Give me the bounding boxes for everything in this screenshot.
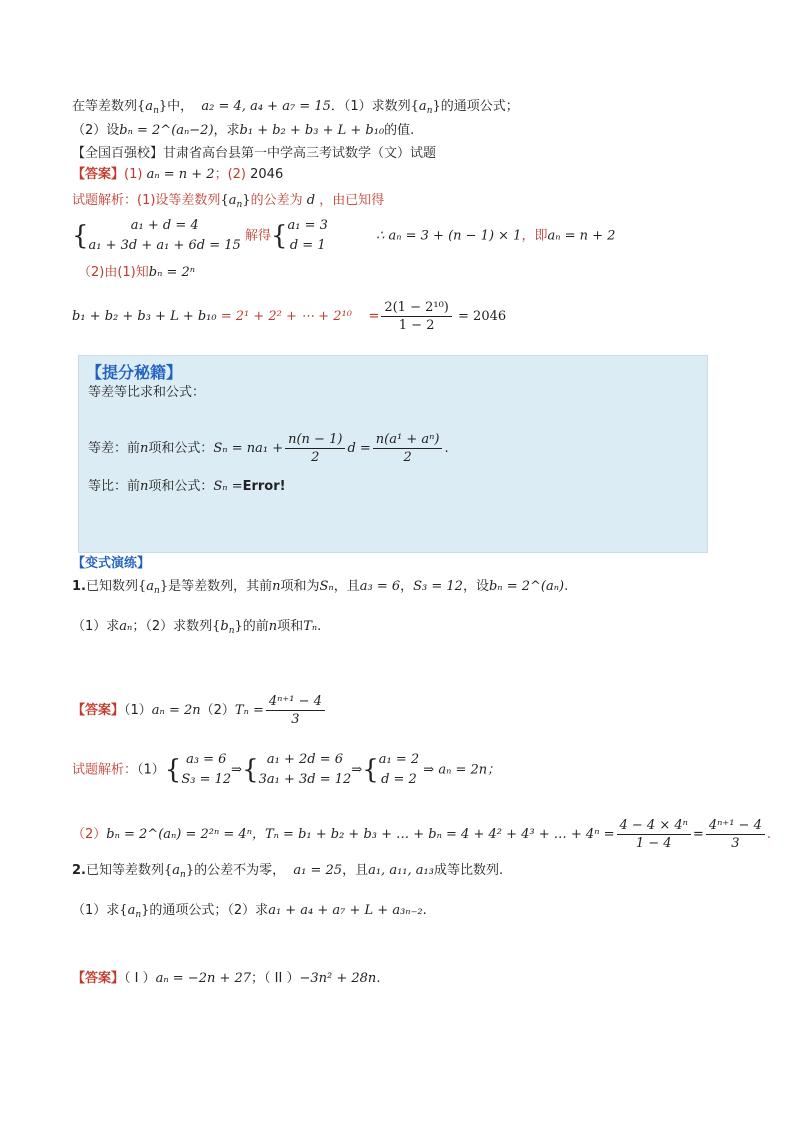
- geo-formula: Sₙ =: [213, 479, 243, 494]
- q2-text: 已知等差数列: [85, 863, 164, 878]
- problem-text: 在等差数列: [72, 99, 138, 114]
- tips-geometric-line: [88, 478, 286, 496]
- practice-title-text: 【变式演练】: [72, 556, 151, 571]
- q1-parts: （1）求: [72, 619, 120, 634]
- q1-analysis-label: 试题解析：: [72, 762, 138, 778]
- arith-formula-b: d =: [347, 441, 371, 456]
- part1-tail: 的通项公式；: [440, 99, 519, 114]
- bn-definition: bₙ = 2^(aₙ−2): [119, 123, 214, 138]
- q2-answer-1-val: aₙ = −2n + 27: [155, 971, 252, 986]
- q1-text5: ，设: [462, 579, 489, 594]
- part2-solution-line: [78, 264, 195, 282]
- analysis-text-1c: ，由已知得: [319, 193, 385, 208]
- q1-Sn: Sₙ: [319, 579, 334, 594]
- q1-part2-bn: bₙ = 2^(aₙ) = 2²ⁿ = 4ⁿ: [106, 827, 252, 842]
- tips-intro-text: 等差等比求和公式：: [88, 385, 206, 400]
- geo-error: Error!: [242, 479, 286, 494]
- q2-number: 2.: [72, 863, 86, 878]
- q2-answer-1: （ I ）: [124, 971, 156, 986]
- answer-part1-label: (1): [124, 167, 143, 182]
- tips-arithmetic-line: 等差：前n项和公式：Sₙ = na₁ + $\frac{n(n - 1)}{2}$ d = $\frac{\text{n(a¹ + aⁿ)}}{2}$ .: [88, 432, 449, 465]
- q2-text2: 的公差不为零，: [194, 863, 286, 878]
- q1-text3: 项和为: [280, 579, 320, 594]
- sum-left: b₁ + b₂ + b₃ + L + b₁₀: [72, 309, 217, 324]
- geo-label: 等比：前: [88, 479, 141, 494]
- q2-answer-2: ；（ II ）: [251, 971, 300, 986]
- part2-text: （2）设: [72, 123, 120, 138]
- q1-answer-1-val: aₙ = 2n: [151, 703, 201, 718]
- q1-parts4: 项和: [277, 619, 304, 634]
- arith-label2: 项和公式：: [148, 441, 214, 456]
- analysis-line: 试题解析：(1)设等差数列$\{a_n\}$的公差为 d ，由已知得: [72, 193, 385, 210]
- geo-label2: 项和公式：: [148, 479, 214, 494]
- sum-fraction: $\frac{\text{2(1 − 2¹⁰)}}{1 - 2}$: [381, 300, 452, 333]
- part2-end: 的值.: [384, 123, 415, 138]
- problem-line-1: 在等差数列$\{a_n\}$中， a₂ = 4, a₄ + a₇ = 15．（1）求数列$\{a_n\}$的通项公式；: [72, 99, 519, 116]
- analysis-label: 试题解析：: [72, 193, 138, 208]
- q1-answer-line: [72, 694, 327, 727]
- arith-label: 等差：前: [88, 441, 141, 456]
- problem-text-b: 中，: [167, 99, 194, 114]
- sum-expansion: = 2¹ + 2² + ⋯ + 2¹⁰: [220, 309, 352, 324]
- q1-parts-an: aₙ: [119, 619, 133, 634]
- answer-line: [72, 166, 283, 184]
- answer-value-2: 2046: [250, 167, 284, 182]
- q1-number: 1.: [72, 579, 86, 594]
- source-text: 【全国百强校】甘肃省高台县第一中学高三考试数学（文）试题: [72, 146, 437, 161]
- q1-part2-sum: = 4 + 4² + 4³ + … + 4ⁿ =: [446, 827, 615, 842]
- arith-fraction-1: $\frac{n(n - 1)}{2}$: [285, 432, 345, 465]
- q2-answer-label: 【答案】: [72, 971, 125, 986]
- source-line: [72, 145, 436, 163]
- q1-given-S3: S₃ = 12: [413, 579, 463, 594]
- q1-answer-2: （2）: [200, 703, 235, 718]
- equation-system-line: { a₁ + d = 4 a₁ + 3d + a₁ + 6d = 15 解得{ a₁ = 3 d = 1 ∴ aₙ = 3 + (n − 1) × 1，即aₙ = n + 2: [72, 216, 615, 256]
- q2-sum: a₁ + a₄ + a₇ + L + a₃ₙ₋₂: [268, 903, 423, 918]
- q1-analysis-1: （1）: [137, 762, 165, 778]
- answer-part2-label: ；(2): [214, 167, 246, 182]
- answer-value-1: aₙ = n + 2: [146, 167, 215, 182]
- arith-n: n: [140, 441, 149, 456]
- part2-tail: ，求: [213, 123, 240, 138]
- equation-system: a₁ + d = 4 a₁ + 3d + a₁ + 6d = 15: [88, 218, 241, 253]
- q2-line: 2.已知等差数列$\{a_n\}$的公差不为零， a₁ = 25，且a₁, a₁₁, a₁₃成等比数列.: [72, 863, 504, 880]
- q2-answer-2-val: −3n² + 28n: [299, 971, 377, 986]
- q1-part2-fraction-2: $\frac{\text{4ⁿ⁺¹ − 4}}{3}$: [706, 818, 765, 851]
- q2-parts2: 的通项公式；（2）求: [149, 903, 269, 918]
- general-result: aₙ = n + 2: [547, 228, 616, 244]
- tips-title: 【提分秘籍】: [86, 363, 183, 382]
- q1-analysis-line: 试题解析：（1）{ a₃ = 6 S₃ = 12 ⇒{ a₁ + 2d = 6 3a₁ + 3d = 12 ⇒{ a₁ = 2 d = 2 ⇒ aₙ = 2n；: [72, 750, 500, 790]
- q1-text: 已知数列: [85, 579, 138, 594]
- tips-intro: [88, 384, 205, 402]
- part2-solution-label: （2)由(1)知: [78, 265, 149, 280]
- q1-part2-line: （2）bₙ = 2^(aₙ) = 2²ⁿ = 4ⁿ，Tₙ = b₁ + b₂ + b₃ + … + bₙ = 4 + 4² + 4³ + … + 4ⁿ = $\frac{\text{4 − 4 × 4ⁿ}}{1 - 4}$ = $\frac{\text{4ⁿ⁺¹ − 4}}{3}$ .: [72, 818, 771, 851]
- q1-part2-label: （2）: [72, 827, 107, 842]
- answer-label: 【答案】: [72, 167, 125, 182]
- q1-system-result: ⇒ aₙ = 2n；: [423, 762, 501, 778]
- q1-bn: bₙ = 2^(aₙ): [488, 579, 565, 594]
- part1-text: ．（1）求数列: [330, 99, 411, 114]
- q2-parts-line: （1）求$\{a_n\}$的通项公式；（2）求a₁ + a₄ + a₇ + L + a₃ₙ₋₂.: [72, 903, 427, 920]
- q1-system-b: a₁ + 2d = 6 3a₁ + 3d = 12: [258, 752, 352, 787]
- q1-parts3: 的前: [242, 619, 269, 634]
- q1-answer-label: 【答案】: [72, 703, 125, 718]
- sum-line: b₁ + b₂ + b₃ + L + b₁₀ = 2¹ + 2² + ⋯ + 2¹⁰ = $\frac{\text{2(1 − 2¹⁰)}}{1 - 2}$ = 2046: [72, 300, 507, 333]
- arith-formula-a: Sₙ = na₁ +: [213, 441, 284, 456]
- arith-fraction-2: $\frac{\text{n(a¹ + aⁿ)}}{2}$: [373, 432, 443, 465]
- practice-title: [72, 555, 150, 573]
- q1-part2-Tn: ，Tₙ = b₁ + b₂ + b₃ + … + bₙ: [251, 827, 442, 842]
- q1-Tn: Tₙ: [303, 619, 318, 634]
- q1-text4: ，且: [333, 579, 360, 594]
- q2-parts: （1）求: [72, 903, 120, 918]
- solution-system: a₁ = 3 d = 1: [287, 218, 328, 253]
- q2-answer-line: 【答案】（ I ）aₙ = −2n + 27；（ II ）−3n² + 28n.: [72, 971, 381, 986]
- analysis-text-1b: 的公差为: [250, 193, 303, 208]
- bn-result: bₙ = 2ⁿ: [148, 265, 196, 280]
- analysis-text-1: (1)设等差数列: [137, 193, 221, 208]
- sum-result: = 2046: [458, 309, 507, 324]
- general-term: ∴ aₙ = 3 + (n − 1) × 1: [376, 228, 522, 244]
- q2-text3: ，且: [342, 863, 369, 878]
- q1-answer-2-pre: Tₙ =: [234, 703, 264, 718]
- q1-given-a3: a₃ = 6: [359, 579, 401, 594]
- q1-line: 1.已知数列$\{a_n\}$是等差数列，其前n项和为Sₙ，且a₃ = 6，S₃ = 12，设bₙ = 2^(aₙ).: [72, 579, 569, 596]
- given-equation: a₂ = 4, a₄ + a₇ = 15: [201, 99, 331, 114]
- q1-answer-1: （1）: [124, 703, 152, 718]
- q1-text2: 是等差数列，其前: [168, 579, 273, 594]
- q1-parts-line: （1）求aₙ；（2）求数列$\{b_n\}$的前n项和Tₙ.: [72, 619, 322, 636]
- q2-terms: a₁, a₁₁, a₁₃: [368, 863, 434, 878]
- q1-system-c: a₁ = 2 d = 2: [378, 752, 420, 787]
- q2-a1: a₁ = 25: [293, 863, 343, 878]
- q2-text4: 成等比数列.: [433, 863, 504, 878]
- q1-part2-fraction-1: $\frac{\text{4 − 4 × 4ⁿ}}{1 - 4}$: [617, 818, 691, 851]
- general-tail: ，即: [521, 228, 548, 244]
- q1-answer-fraction: $\frac{\text{4ⁿ⁺¹ − 4}}{3}$: [266, 694, 325, 727]
- solve-label: 解得: [244, 228, 271, 244]
- geo-n: n: [140, 479, 149, 494]
- q1-parts2: ；（2）求数列: [132, 619, 213, 634]
- sum-expression: b₁ + b₂ + b₃ + L + b₁₀: [239, 123, 385, 138]
- problem-line-2: [72, 122, 414, 140]
- seq-symbol: a: [145, 99, 154, 114]
- q1-system-a: a₃ = 6 S₃ = 12: [181, 752, 232, 787]
